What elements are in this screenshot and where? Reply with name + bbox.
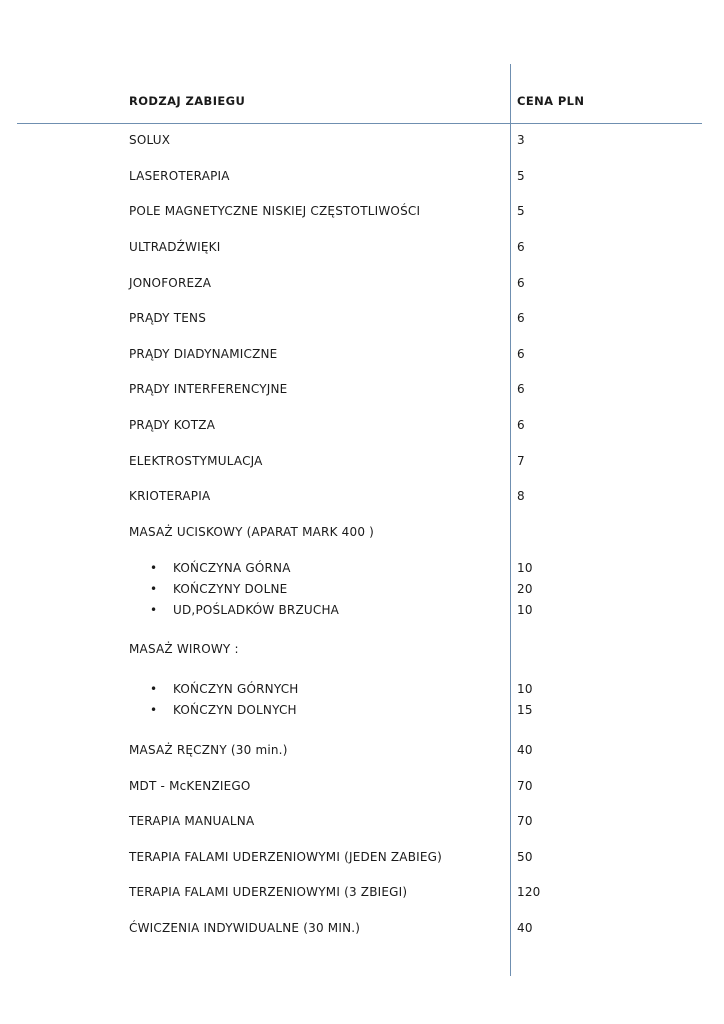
row-price: 6 — [517, 418, 525, 432]
row-price: 6 — [517, 311, 525, 325]
bullet-icon: • — [150, 703, 158, 717]
header-treatment-type: RODZAJ ZABIEGU — [129, 94, 246, 108]
row-price: 50 — [517, 850, 533, 864]
header-price: CENA PLN — [517, 94, 585, 108]
row-price: 70 — [517, 814, 533, 828]
bullet-icon: • — [150, 582, 158, 596]
section-title-masaz-wirowy: MASAŻ WIROWY : — [129, 642, 239, 656]
row-price: 6 — [517, 240, 525, 254]
list-item-price: 15 — [517, 703, 533, 717]
row-name: PRĄDY TENS — [129, 311, 207, 325]
list-item-name: KOŃCZYN GÓRNYCH — [173, 682, 299, 696]
row-name: MDT - McKENZIEGO — [129, 779, 251, 793]
section-title-masaz-uciskowy: MASAŻ UCISKOWY (APARAT MARK 400 ) — [129, 525, 375, 539]
list-item-name: KOŃCZYNY DOLNE — [173, 582, 288, 596]
row-price: 5 — [517, 204, 525, 218]
row-name: PRĄDY DIADYNAMICZNE — [129, 347, 278, 361]
row-price: 7 — [517, 454, 525, 468]
row-name: TERAPIA FALAMI UDERZENIOWYMI (JEDEN ZABIEG) — [129, 850, 443, 864]
row-name: POLE MAGNETYCZNE NISKIEJ CZĘSTOTLIWOŚCI — [129, 204, 421, 218]
row-name: ELEKTROSTYMULACJA — [129, 454, 263, 468]
list-item-name: UD,POŚLADKÓW BRZUCHA — [173, 603, 340, 617]
row-price: 5 — [517, 169, 525, 183]
list-item-price: 10 — [517, 603, 533, 617]
row-name: MASAŻ RĘCZNY (30 min.) — [129, 743, 288, 757]
row-name: TERAPIA MANUALNA — [129, 814, 255, 828]
row-price: 40 — [517, 743, 533, 757]
bullet-icon: • — [150, 682, 158, 696]
row-name: ULTRADŹWIĘKI — [129, 240, 221, 254]
bullet-icon: • — [150, 603, 158, 617]
row-name: LASEROTERAPIA — [129, 169, 230, 183]
row-price: 6 — [517, 276, 525, 290]
row-price: 6 — [517, 347, 525, 361]
row-price: 120 — [517, 885, 541, 899]
row-name: PRĄDY INTERFERENCYJNE — [129, 382, 288, 396]
bullet-icon: • — [150, 561, 158, 575]
list-item-price: 20 — [517, 582, 533, 596]
row-price: 70 — [517, 779, 533, 793]
row-price: 40 — [517, 921, 533, 935]
row-name: KRIOTERAPIA — [129, 489, 211, 503]
row-name: ĆWICZENIA INDYWIDUALNE (30 MIN.) — [129, 921, 361, 935]
list-item-name: KOŃCZYN DOLNYCH — [173, 703, 297, 717]
row-name: PRĄDY KOTZA — [129, 418, 216, 432]
row-name: SOLUX — [129, 133, 171, 147]
row-price: 6 — [517, 382, 525, 396]
row-price: 3 — [517, 133, 525, 147]
row-name: JONOFOREZA — [129, 276, 212, 290]
row-name: TERAPIA FALAMI UDERZENIOWYMI (3 ZBIEGI) — [129, 885, 408, 899]
list-item-name: KOŃCZYNA GÓRNA — [173, 561, 291, 575]
list-item-price: 10 — [517, 682, 533, 696]
column-divider — [510, 64, 511, 976]
row-price: 8 — [517, 489, 525, 503]
list-item-price: 10 — [517, 561, 533, 575]
header-divider — [17, 123, 702, 124]
